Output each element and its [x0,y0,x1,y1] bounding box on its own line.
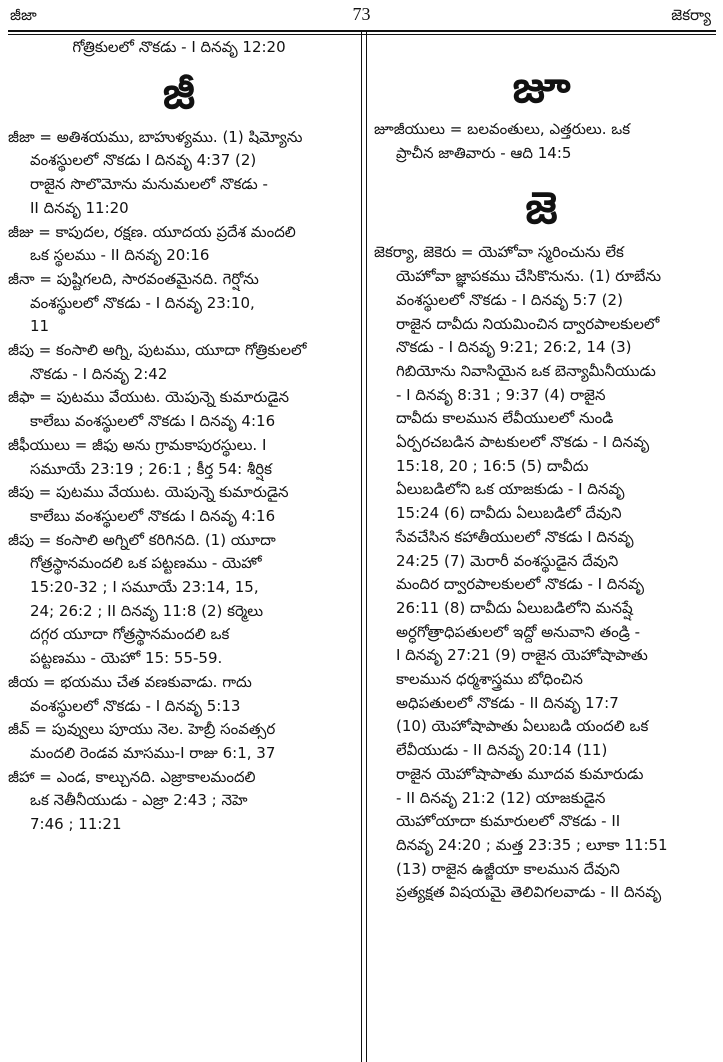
entry-headword-line: జీజా = అతిశయము, బాహుళ్యము. (1) షిమ్యోను [8,127,303,146]
entry-headword-line: జీవ్ = పువ్వులు పూయు నెల. హెబ్రీ సంవత్సర [8,720,276,739]
entry-continuation-line: గిబియోను నివాసియైన ఒక బెన్యామీనీయుడు [396,361,656,380]
entry-continuation-line: (10) యెహోషాపాతు ఏలుబడి యందలి ఒక [396,717,649,736]
entry-continuation-line: 11 [30,317,50,336]
entry-headword-line: జెకర్యా, జెకెరు = యెహోవా స్మరించును లేక [374,243,624,262]
entry-continuation-line: వంశస్థులలో నొకడు - I దినవృ 5:7 (2) [396,290,623,309]
running-head-right: జెకర్యా [671,6,711,24]
entry-continuation-line: 15:18, 20 ; 16:5 (5) దావీదు [396,456,589,475]
header-rule-thin [8,34,716,35]
section-heading-joo: జూ [512,62,571,113]
entry-continuation-line: ప్రాచీన జాతివారు - ఆది 14:5 [396,143,572,162]
entry-continuation-line: II దినవృ 11:20 [30,198,129,217]
page-number: 73 [352,4,371,24]
entry-continuation-line: ఒక స్థలము - II దినవృ 20:16 [30,246,210,265]
entry-continuation-line: 26:11 (8) దావీదు ఏలుబడిలోని మనష్షే [396,598,633,617]
left-entries [8,126,350,837]
right-entries-je [374,241,709,905]
right-column [370,36,715,905]
entry-continuation-line: నొకడు - I దినవృ 9:21; 26:2, 14 (3) [396,338,632,357]
entry-continuation-line: 15:24 (6) దావీదు ఏలుబడిలో దేవుని [396,504,622,523]
entry-continuation-line: మందిర ద్వారపాలకులలో నొకడు - I దినవృ [396,575,644,594]
entry-continuation-line: పట్టణము - యెహో 15: 55-59. [30,649,223,668]
entry-continuation-line: 24:25 (7) మెరారీ వంశస్థుడైన దేవుని [396,551,619,570]
entry-continuation-line: యెహోయాదా కుమారులలో నొకడు - II [396,812,621,831]
entry-continuation-line: వంశస్థులలో నొకడు - I దినవృ 5:13 [30,696,241,715]
entry-continuation-line: మందలి రెండవ మాసము-I రాజు 6:1, 37 [30,743,276,762]
header-rule [8,30,716,32]
entry-continuation-line: సేవచేసిన కహాతీయులలో నొకడు I దినవృ [396,527,634,546]
running-head-left: జీజా [10,6,37,24]
entry-continuation-line: వంశస్థులలో నొకడు I దినవృ 4:37 (2) [30,151,257,170]
column-divider-second [366,32,367,1062]
entry-headword-line: జీపు = కంసాలి అగ్నిలో కరిగినది. (1) యూదా [8,530,276,549]
entry-continuation-line: దావీదు కాలమున లేవీయులలో నుండి [396,409,614,428]
entry-headword-line: జూజీయులు = బలవంతులు, ఎత్తరులు. ఒక [374,120,631,138]
entry-continuation-line: దగ్గర యూదా గోత్రస్థానమందలి ఒక [30,625,230,644]
entry-headword-line: జీహా = ఎండ, కాల్చునది. ఎజ్రాకాలమందలి [8,767,256,786]
entry-continuation-line: గోత్రస్థానమందలి ఒక పట్టణము - యెహో [30,554,262,573]
entry-headword-line: జీపు = పుటము వేయుట. యెపున్నె కుమారుడైన [8,483,289,502]
entry-headword-line: జీఫీయులు = జీఫు అను గ్రామకాపురస్థులు. I [8,435,267,454]
page-header [0,0,723,30]
entry-headword-line: జీనా = పుష్టిగలది, సారవంతమైనది. గెర్షోను [8,269,259,288]
entry-continuation-line: దినవృ 24:20 ; మత్త 23:35 ; లూకా 11:51 [396,835,668,854]
entry-headword-line: జీజు = కాపుదల, రక్షణ. యూదయ ప్రదేశ మందలి [8,222,296,241]
entry-continuation-line: వంశస్థులలో నొకడు - I దినవృ 23:10, [30,293,255,312]
entry-continuation-line: కాలేబు వంశస్థులలో నొకడు I దినవృ 4:16 [30,506,276,525]
entry-continuation-line: రాజైన సొలొమోను మనుమలలో నొకడు - [30,175,268,194]
entry-continuation-line: - I దినవృ 8:31 ; 9:37 (4) రాజైన [396,385,606,404]
entry-continuation-line: నొకడు - I దినవృ 2:42 [30,364,168,383]
entry-continuation-line: ప్రత్యక్షత విషయమై తెలివిగలవాడు - II దినవృ [396,883,662,902]
entry-continuation-line: - II దినవృ 21:2 (12) యాజకుడైన [396,788,606,807]
section-heading-je: జె [525,183,558,235]
entry-continuation-line: రాజైన దావీదు నియమించిన ద్వారపాలకులలో [396,314,660,333]
entry-continuation-line: ఏర్పరచబడిన పాటకులలో నొకడు - I దినవృ [396,433,650,452]
entry-headword-line: జీపు = కంసాలి అగ్ని, పుటము, యూదా గోత్రికులలో [8,341,307,360]
section-heading-jee: జీ [162,67,196,119]
entry-continuation-line: అర్ధగోత్రాధిపతులలో ఇద్దో అనువాని తండ్రి - [396,622,641,641]
entry-continuation-line: 15:20-32 ; I సమూయే 23:14, 15, [30,578,259,597]
entry-continuation-line: రాజైన యెహోషాపాతు మూదవ కుమారుడు [396,764,644,783]
entry-continuation-line: కాలమున ధర్మశాస్త్రము బోధించిన [396,670,583,689]
entry-continuation-line: I దినవృ 27:21 (9) రాజైన యెహోషాపాతు [396,646,648,665]
entry-continuation-line: యెహోవా జ్ఞాపకము చేసికొనును. (1) రూబేను [396,267,662,286]
column-divider [361,32,362,1062]
entry-continuation-line: సమూయే 23:19 ; 26:1 ; కీర్త 54: శీర్షిక [30,459,272,478]
entry-continuation-line: ఏలుబడిలోని ఒక యాజకుడు - I దినవృ [396,480,625,499]
entry-continuation-line: లేవీయుడు - II దినవృ 20:14 (11) [396,741,608,760]
entry-continuation-line: 24; 26:2 ; II దినవృ 11:8 (2) కర్మెలు [30,601,264,620]
entry-continuation-line: (13) రాజైన ఉజ్జీయా కాలమున దేవుని [396,859,620,878]
entry-continuation-line: 7:46 ; 11:21 [30,815,122,834]
entry-continuation-line: ఒక నెతీనీయుడు - ఎజ్రా 2:43 ; నెహె [30,791,248,810]
entry-continuation-line: అధిపతులలో నొకడు - II దినవృ 17:7 [396,693,619,712]
entry-headword-line: జీఫా = పుటము వేయుట. యెపున్నె కుమారుడైన [8,388,290,407]
entry-continuation-line: కాలేబు వంశస్థులలో నొకడు I దినవృ 4:16 [30,412,276,431]
right-entries-joo [374,118,709,165]
left-column [0,36,358,837]
entry-headword-line: జీయ = భయము చేత వణకువాడు. గాదు [8,672,252,691]
intro-line: గోత్రికులలో నొకడు - I దినవృ 12:20 [72,38,286,56]
